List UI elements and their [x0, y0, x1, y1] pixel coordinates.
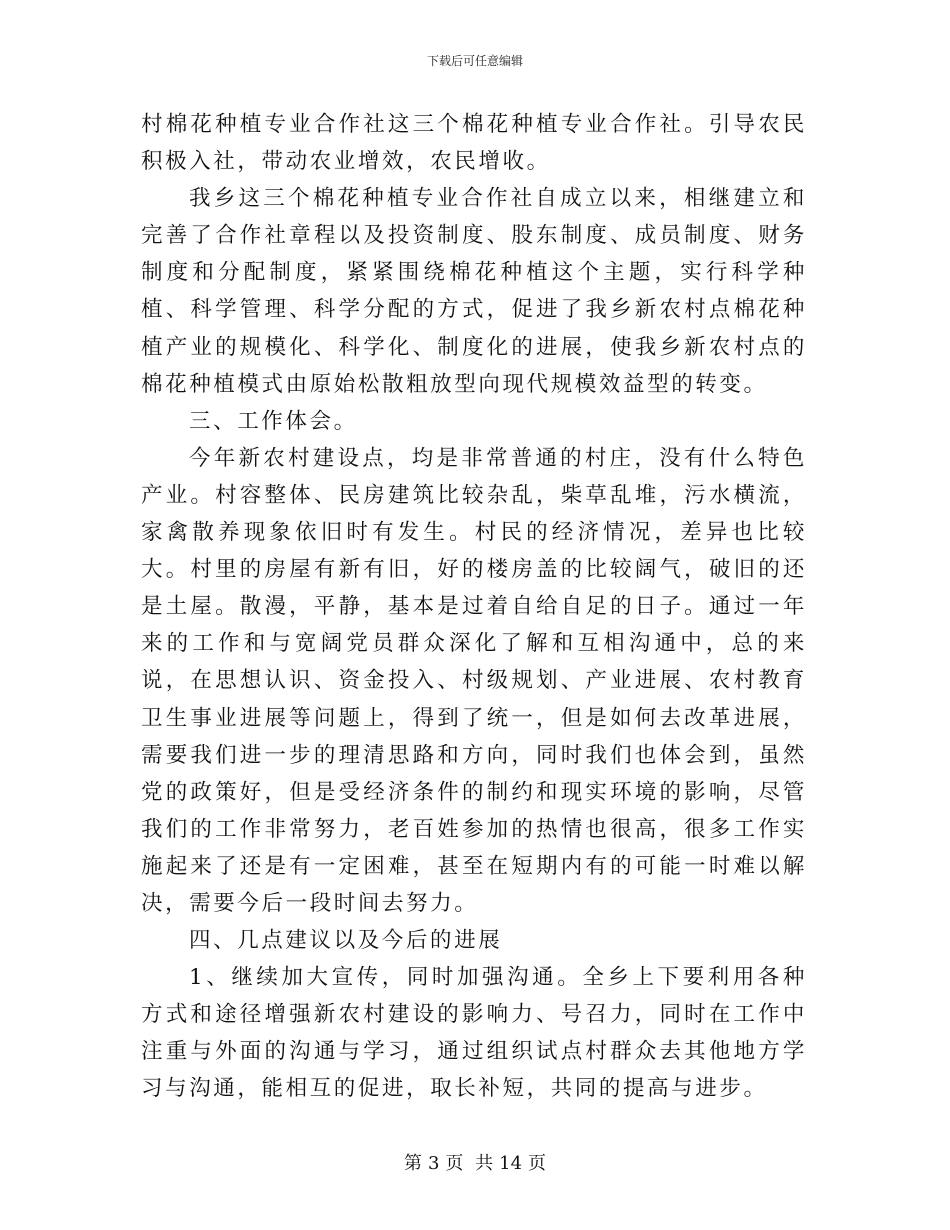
footer-total-pages: 14	[499, 1153, 523, 1174]
paragraph-village-conditions: 今年新农村建设点，均是非常普通的村庄，没有什么特色产业。村容整体、民房建筑比较杂乱，柴草乱堆，污水横流，家禽散养现象依旧时有发生。村民的经济情况，差异也比较大。村里的房屋有新有旧，好的楼房盖的比较阔气，破旧的还是土屋。散漫，平静，基本是过着自给自足的日子。通过一年来的工作和与宽阔党员群众深化了解和互相沟通中，总的来说，在思想认识、资金投入、村级规划、产业进展、农村教育卫生事业进展等问题上，得到了统一，但是如何去改革进展，需要我们进一步的理清思路和方向，同时我们也体会到，虽然党的政策好，但是受经济条件的制约和现实环境的影响，尽管我们的工作非常努力，老百姓参加的热情也很高，很多工作实施起来了还是有一定困难，甚至在短期内有的可能一时难以解决，需要今后一段时间去努力。	[141, 445, 807, 916]
section-heading-suggestions: 四、几点建议以及今后的进展	[189, 928, 503, 954]
page-footer	[0, 1152, 950, 1176]
section-heading-work-experience: 三、工作体会。	[189, 408, 358, 434]
footer-suffix: 页	[528, 1153, 547, 1174]
page-header	[0, 53, 950, 69]
header-text: 下载后可任意编辑	[426, 54, 523, 68]
footer-prefix: 第	[403, 1153, 422, 1174]
document-body	[141, 106, 807, 1108]
footer-middle: 页 共	[445, 1153, 494, 1174]
footer-current-page: 3	[427, 1153, 440, 1174]
paragraph-cooperative-development: 我乡这三个棉花种植专业合作社自成立以来，相继建立和完善了合作社章程以及投资制度、股东制度、成员制度、财务制度和分配制度，紧紧围绕棉花种植这个主题，实行科学种植、科学管理、科学分配的方式，促进了我乡新农村点棉花种植产业的规模化、科学化、制度化的进展，使我乡新农村点的棉花种植模式由原始松散粗放型向现代规模效益型的转变。	[141, 186, 807, 397]
paragraph-suggestion-1: 1、继续加大宣传，同时加强沟通。全乡上下要利用各种方式和途径增强新农村建设的影响力、号召力，同时在工作中注重与外面的沟通与学习，通过组织试点村群众去其他地方学习与沟通，能相互的促进，取长补短，共同的提高与进步。	[141, 965, 807, 1102]
paragraph-continuation: 村棉花种植专业合作社这三个棉花种植专业合作社。引导农民积极入社，带动农业增效，农民增收。	[141, 112, 807, 175]
